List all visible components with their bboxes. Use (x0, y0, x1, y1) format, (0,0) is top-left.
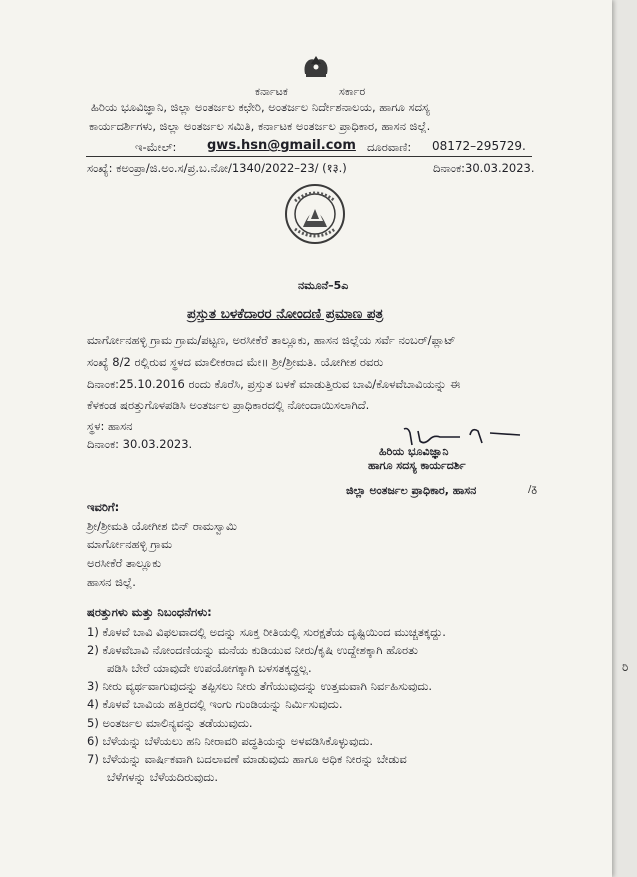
signatory-title-2: ಹಾಗೂ ಸದಸ್ಯ ಕಾರ್ಯದರ್ಶಿ (368, 459, 466, 472)
place-label: ಸ್ಥಳ: ಹಾಸನ (87, 419, 133, 433)
header-state-word2: ಸರ್ಕಾರ (339, 85, 366, 98)
recipient-line: ಮಾರ್ಗೋನಹಳ್ಳಿ ಗ್ರಾಮ (87, 537, 173, 551)
state-emblem-icon (297, 52, 335, 82)
condition-item-continued: ಪಡಿಸಿ ಬೇರೆ ಯಾವುದೇ ಉಪಯೋಗಕ್ಕಾಗಿ ಬಳಸತಕ್ಕದ್ದಲ್ಲ. (107, 661, 312, 675)
body-line: ಮಾರ್ಗೋನಹಳ್ಳಿ ಗ್ರಾಮ ಗ್ರಾಮ/ಪಟ್ಟಣ, ಅರಸೀಕೆರೆ ತಾಲ್ಲೂಕು, ಹಾಸನ ಜಿಲ್ಲೆಯ ಸರ್ವೆ ನಂಬರ್/ಪ್ಲಾಟ್ (87, 333, 456, 347)
issue-date: ದಿನಾಂಕ: 30.03.2023. (87, 437, 193, 451)
condition-item: 2) ಕೊಳವೆಬಾವಿ ನೋಂದಣಿಯನ್ನು ಮನೆಯ ಕುಡಿಯುವ ನೀರು/ಕೃಷಿ ಉದ್ದೇಶಕ್ಕಾಗಿ ಹೊರತು (87, 643, 418, 657)
recipient-line: ಹಾಸನ ಜಿಲ್ಲೆ. (87, 575, 136, 589)
email-label: ಇ-ಮೇಲ್: (135, 140, 177, 154)
phone-label: ದೂರವಾಣಿ: (367, 140, 412, 154)
body-line: ಸಂಖ್ಯೆ 8/2 ರಲ್ಲಿರುವ ಸ್ಥಳದ ಮಾಲೀಕರಾದ ಮೇ॥ ಶ್ರೀ/ಶ್ರೀಮತಿ. ಯೋಗೀಶ ರವರು (87, 355, 384, 369)
condition-item-continued: ಬೆಳೆಗಳನ್ನು ಬೆಳೆಯದಿರುವುದು. (107, 770, 218, 784)
conditions-heading: ಷರತ್ತುಗಳು ಮತ್ತು ನಿಬಂಧನೆಗಳು: (87, 605, 212, 619)
recipient-line: ಶ್ರೀ/ಶ್ರೀಮತಿ ಯೋಗೀಶ ಬಿನ್ ರಾಮಸ್ವಾಮಿ (87, 519, 238, 533)
initial-mark: /ᵹ (528, 484, 537, 495)
condition-item: 5) ಅಂತರ್ಜಲ ಮಾಲಿನ್ಯವನ್ನು ತಡೆಯುವುದು. (87, 716, 253, 730)
body-line: ದಿನಾಂಕ:25.10.2016 ರಂದು ಕೊರೆಸಿ, ಪ್ರಸ್ತುತ ಬಳಕೆ ಮಾಡುತ್ತಿರುವ ಬಾವಿ/ಕೊಳವೆಬಾವಿಯನ್ನು ಈ (87, 377, 461, 391)
form-number: ನಮೂನೆ–5ಎ (298, 279, 349, 292)
signatory-title-1: ಹಿರಿಯ ಭೂವಿಜ್ಞಾನಿ (379, 445, 449, 458)
condition-item: 7) ಬೆಳೆಯನ್ನು ವಾರ್ಷಿಕವಾಗಿ ಬದಲಾವಣೆ ಮಾಡುವುದು ಹಾಗೂ ಅಧಿಕ ನೀರನ್ನು ಬೇಡುವ (87, 752, 407, 766)
header-state-word1: ಕರ್ನಾಟಕ (255, 85, 288, 98)
office-line-2: ಕಾರ್ಯದರ್ಶಿಗಳು, ಜಿಲ್ಲಾ ಅಂತರ್ಜಲ ಸಮಿತಿ, ಕರ್ನಾಟಕ ಅಂತರ್ಜಲ ಪ್ರಾಧಿಕಾರ, ಹಾಸನ ಜಿಲ್ಲೆ. (89, 119, 431, 133)
phone-number: 08172–295729. (432, 139, 526, 153)
signatory-title-3: ಜಿಲ್ಲಾ ಅಂತರ್ಜಲ ಪ್ರಾಧಿಕಾರ, ಹಾಸನ (346, 484, 477, 497)
office-line-1: ಹಿರಿಯ ಭೂವಿಜ್ಞಾನಿ, ಜಿಲ್ಲಾ ಅಂತರ್ಜಲ ಕಛೇರಿ, ಅಂತರ್ಜಲ ನಿರ್ದೇಶನಾಲಯ, ಹಾಗೂ ಸದಸ್ಯ (91, 100, 430, 114)
body-line: ಕೆಳಕಂಡ ಷರತ್ತುಗೊಳಪಡಿಸಿ ಅಂತರ್ಜಲ ಪ್ರಾಧಿಕಾರದಲ್ಲಿ ನೋಂದಾಯಿಸಲಾಗಿದೆ. (87, 398, 370, 412)
margin-note: ರಿ (622, 660, 629, 674)
email-link[interactable]: gws.hsn@gmail.com (207, 138, 356, 153)
certificate-title: ಪ್ರಸ್ತುತ ಬಳಕೆದಾರರ ನೋಂದಣಿ ಪ್ರಮಾಣ ಪತ್ರ (187, 306, 384, 322)
condition-item: 3) ನೀರು ವ್ಯರ್ಥವಾಗುವುದನ್ನು ತಪ್ಪಿಸಲು ನೀರು ತೆಗೆಯುವುದನ್ನು ಉತ್ತಮವಾಗಿ ನಿರ್ವಹಿಸುವುದು. (87, 679, 433, 693)
authority-seal-icon (283, 183, 347, 245)
reference-number: ಸಂಖ್ಯೆ: ಕಅಂಪ್ರಾ/ಜಿ.ಅಂ.ಸ/ಪ್ರ.ಬ.ನೋ/1340/2022–23/ (१३.) (87, 161, 347, 175)
condition-item: 6) ಬೆಳೆಯನ್ನು ಬೆಳೆಯಲು ಹನಿ ನೀರಾವರಿ ಪದ್ಧತಿಯನ್ನು ಅಳವಡಿಸಿಕೊಳ್ಳುವುದು. (87, 734, 374, 748)
recipient-heading: ಇವರಿಗೆ: (87, 500, 120, 514)
condition-item: 1) ಕೊಳವೆ ಬಾವಿ ವಿಫಲವಾದಲ್ಲಿ ಅದನ್ನು ಸೂಕ್ತ ರೀತಿಯಲ್ಲಿ ಸುರಕ್ಷತೆಯ ದೃಷ್ಟಿಯಿಂದ ಮುಚ್ಚತಕ್ಕದ್ದು. (87, 625, 446, 639)
recipient-line: ಅರಸೀಕೆರೆ ತಾಲ್ಲೂಕು (87, 556, 162, 570)
letter-date: ದಿನಾಂಕ:30.03.2023. (433, 161, 535, 175)
header-divider (86, 156, 532, 157)
condition-item: 4) ಕೊಳವೆ ಬಾವಿಯ ಹತ್ತಿರದಲ್ಲಿ ಇಂಗು ಗುಂಡಿಯನ್ನು ನಿರ್ಮಿಸುವುದು. (87, 697, 343, 711)
